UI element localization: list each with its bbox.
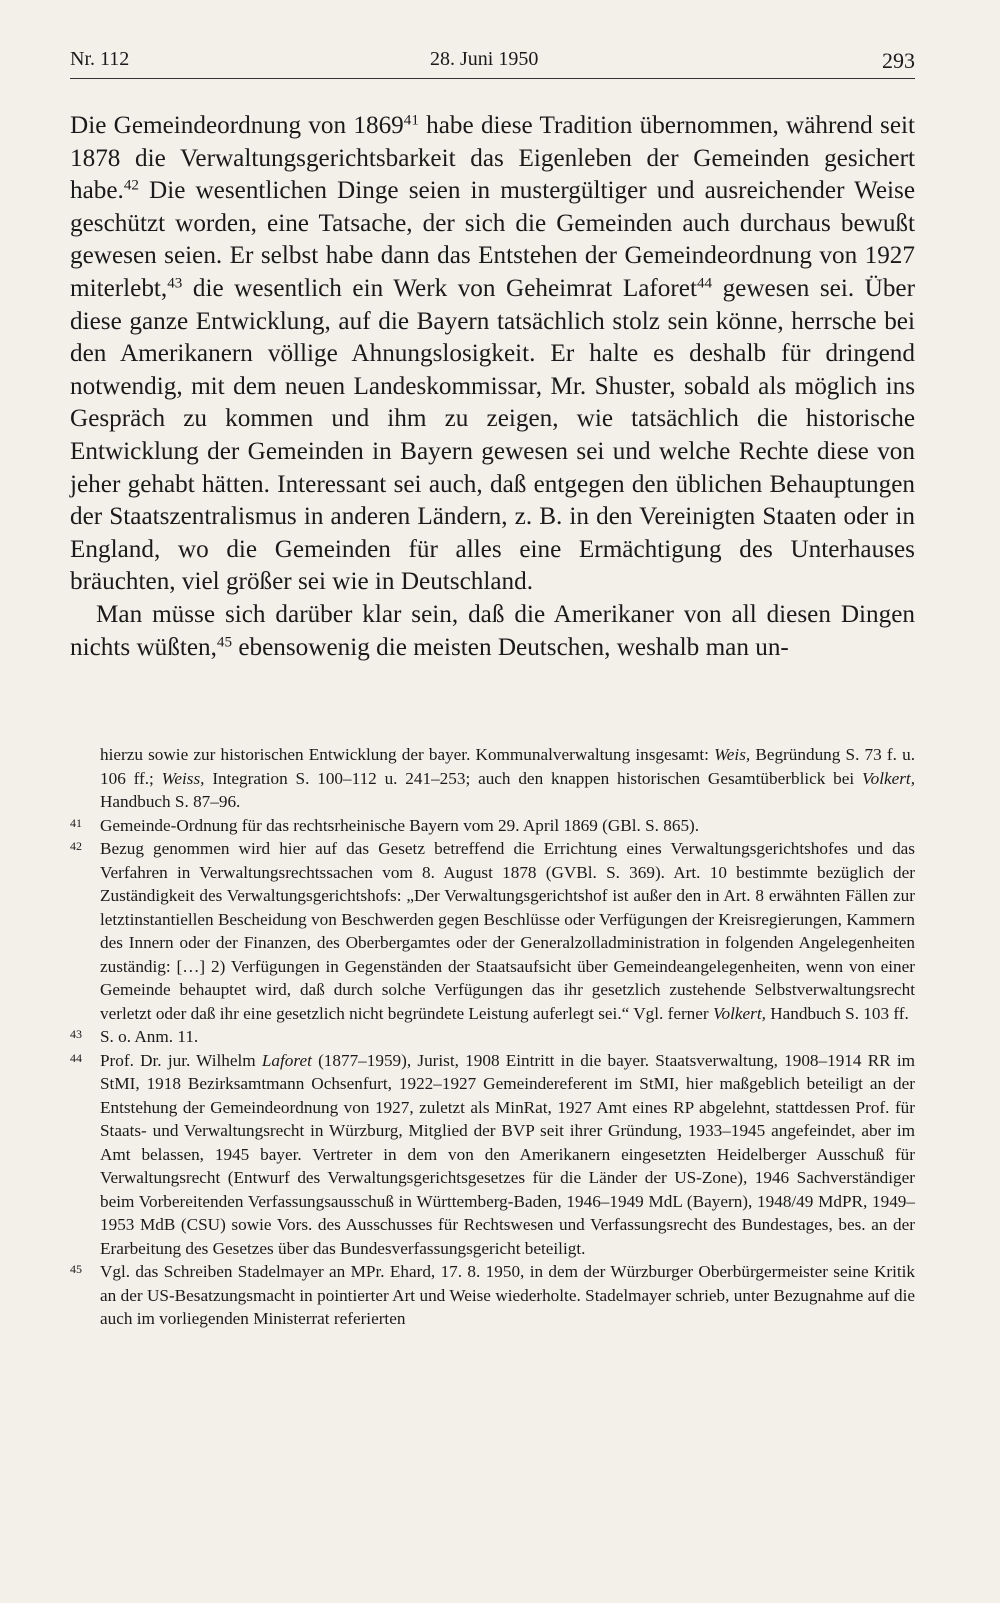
footnote-41: 41 Gemeinde-Ordnung für das rechtsrheinische Bayern vom 29. April 1869 (GBl. S. 865). [70,815,700,835]
document-number: Nr. 112 [70,48,130,70]
paragraph-2: Man müsse sich darüber klar sein, daß die Amerikaner von all diesen Dingen nichts wüßten,$^{45}$ ebensowenig die meisten Deutschen, weshalb man un- [70,600,915,661]
footnote-ref-45[interactable]: 45 [216,634,233,651]
footnote-number: 45 [70,1262,82,1276]
footnote-43: 43 S. o. Anm. 11. [70,1027,199,1046]
footnotes [70,743,915,1331]
footnote-number: 43 [70,1027,82,1041]
footnote-ref-42[interactable]: 42 [123,177,139,194]
footnote-continuation: hierzu sowie zur historischen Entwicklung der bayer. Kommunalverwaltung insgesamt: Weis, Begründung S. 73 f. u. 106 ff.; Weiss, Integration S. 100–112 u. 241–253; auch den knappen historischen Gesamtüberblick bei Volkert, Handbuch S. 87–96. [100,745,915,811]
paragraph-1: Die Gemeindeordnung von 1869$^{41}$ habe diese Tradition übernommen, während seit 1878 die Verwaltungsgerichtsbarkeit das Eigenleben der Gemeinden gesichert habe.$^{42}$ Die wesentlichen Dinge seien in mustergültiger und ausreichender Weise geschützt worden, eine Tatsache, der sich die Gemeinden auch durchaus bewußt gewesen seien. Er selbst habe dann das Entstehen der Gemeindeordnung von 1927 miterlebt,$^{43}$ die wesentlich ein Werk von Geheimrat Laforet$^{44}$ gewesen sei. Über diese ganze Entwicklung, auf die Bayern tatsächlich stolz sein könne, herrsche bei den Amerikanern völlige Ahnungslosigkeit. Er halte es deshalb für dringend notwendig, mit dem neuen Landeskommissar, Mr. Shuster, sobald als möglich ins Gespräch zu kommen und ihm zu zeigen, wie tatsächlich die historische Entwicklung der Gemeinden in Bayern gewesen sei und welche Rechte diese von jeher gehabt hätten. Interessant sei auch, daß entgegen den üblichen Behauptungen der Staatszentralismus in anderen Ländern, z. B. in den Vereinigten Staaten oder in England, wo die Gemeinden für alles eine Ermächtigung des Unterhauses bräuchten, viel größer sei wie in Deutschland. [70,112,916,596]
footnote-number: 42 [70,839,82,853]
running-header [70,44,915,79]
footnote-42: 42 Bezug genommen wird hier auf das Gesetz betreffend die Errichtung eines Verwaltungsgerichtshofes und das Verfahren in Verwaltungsrechtssachen vom 8. August 1878 (GVBl. S. 369). Art. 10 bestimmte bezüglich der Zuständigkeit des Verwaltungsgerichtshofs: „Der Verwaltungsgerichtshof ist außer den in Art. 8 erwähnten Fällen zur letztinstantiellen Bescheidung von Beschwerden gegen Beschlüsse oder Verfügungen der Kreisregierungen, Kammern des Innern oder der Finanzen, des Oberbergamtes oder der Generalzolladministration in folgenden Angelegenheiten zuständig: […] 2) Verfügungen in Gegenständen der Staatsaufsicht über Gemeindeangelegenheiten, wenn von einer Gemeinde behauptet wird, daß durch solche Verfügungen das ihr gesetzlich zustehende Selbstverwaltungsrecht verletzt oder daß ihr eine gesetzlich nicht begründete Leistung auferlegt sei.“ Vgl. ferner Volkert, Handbuch S. 103 ff. [70,839,915,1023]
main-text [70,110,915,664]
page-number: 293 [882,48,915,73]
footnote-ref-43[interactable]: 43 [167,275,183,292]
footnote-number: 44 [70,1050,82,1065]
footnote-44: 44 Prof. Dr. jur. Wilhelm Laforet (1877–1959), Jurist, 1908 Eintritt in die bayer. Staatsverwaltung, 1908–1914 RR im StMI, 1918 Bezirksamtmann Ochsenfurt, 1922–1927 Gemeindereferent im StMI, hier maßgeblich beteiligt an der Entstehung der Gemeindeordnung von 1927, zuletzt als MinRat, 1927 Amt eines RP abgelehnt, stattdessen Prof. für Staats- und Verwaltungsrecht in Würzburg, Mitglied der BVP seit ihrer Gründung, 1933–1945 angefeindet, aber im Amt belassen, 1945 bayer. Vertreter in dem von den Amerikanern eingesetzten Heidelberger Ausschuß für Verwaltungsrecht (Entwurf des Verwaltungsgerichtsgesetzes für die Länder der US-Zone), 1946 Sachverständiger beim Vorbereitenden Verfassungsausschuß in Württemberg-Baden, 1946–1949 MdL (Bayern), 1948/49 MdPR, 1949–1953 MdB (CSU) sowie Vors. des Ausschusses für Rechtswesen und Verfassungsrecht des Bundestages, bes. an der Erarbeitung des Gesetzes über das Bundesverfassungsgericht beteiligt. [70,1050,916,1258]
footnote-number: 41 [70,815,82,830]
header-date: 28. Juni 1950 [430,48,539,70]
footnote-ref-41[interactable]: 41 [403,112,419,129]
footnote-45: 45 Vgl. das Schreiben Stadelmayer an MPr. Ehard, 17. 8. 1950, in dem der Würzburger Oberbürgermeister seine Kritik an der US-Besatzungsmacht in pointierter Art und Weise wiederholte. Stadelmayer schrieb, unter Bezugnahme auf die auch im vorliegenden Ministerrat referierten [70,1262,915,1328]
footnote-ref-44[interactable]: 44 [696,275,713,292]
